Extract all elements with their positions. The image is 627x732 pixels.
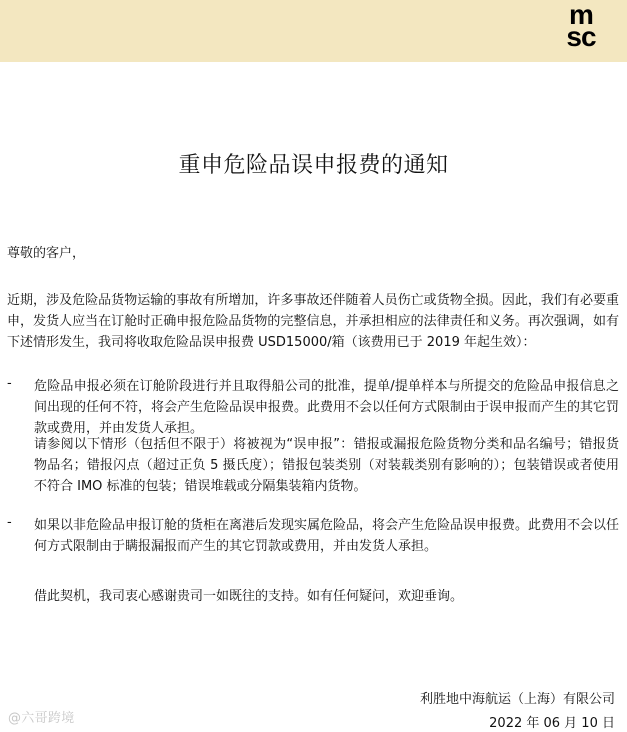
intro-paragraph: 近期，涉及危险品货物运输的事故有所增加，许多事故还伴随着人员伤亡或货物全损。因此，我们有必要重申，发货人应当在订舱时正确申报危险品货物的完整信息，并承担相应的法律责任和义务。再次强调，如有下述情形发生，我司将收取危险品误申报费 USD15000/箱（该费用已于 2019 年起生效）： [7,293,619,350]
msc-logo [557,0,605,52]
watermark: @六哥跨境 [8,711,75,726]
bullet-1-text: 危险品申报必须在订舱阶段进行并且取得船公司的批准，提单/提单样本与所提交的危险品申报信息之间出现的任何不符，将会产生危险品误申报费。此费用不会以任何方式限制由于误申报而产生的其它罚款或费用，并由发货人承担。 [34,379,620,436]
document-title: 重申危险品误申报费的通知 [178,153,449,178]
header-band [0,0,627,62]
salutation: 尊敬的客户， [7,246,86,261]
closing-paragraph: 借此契机，我司衷心感谢贵司一如既往的支持。如有任何疑问，欢迎垂询。 [34,589,464,604]
bullet-marker-2: - [7,515,12,530]
signature-date: 2022 年 06 月 10 日 [489,716,615,731]
bullet-1-note: 请参阅以下情形（包括但不限于）将被视为“误申报”：错报或漏报危险货物分类和品名编号；错报货物品名；错报闪点（超过正负 5 摄氏度）；错报包装类别（对装载类别有影响的）；包装错误或者使用不符合 IMO 标准的包装；错误堆载或分隔集装箱内货物。 [34,437,619,494]
logo-bottom-text: sc [566,20,596,52]
logo-top-text: m [569,0,593,30]
bullet-2-text: 如果以非危险品申报订舱的货柜在离港后发现实属危险品，将会产生危险品误申报费。此费用不会以任何方式限制由于瞒报漏报而产生的其它罚款或费用，并由发货人承担。 [34,518,620,554]
company-signature: 利胜地中海航运（上海）有限公司 [419,692,615,707]
bullet-marker-1: - [7,376,12,391]
